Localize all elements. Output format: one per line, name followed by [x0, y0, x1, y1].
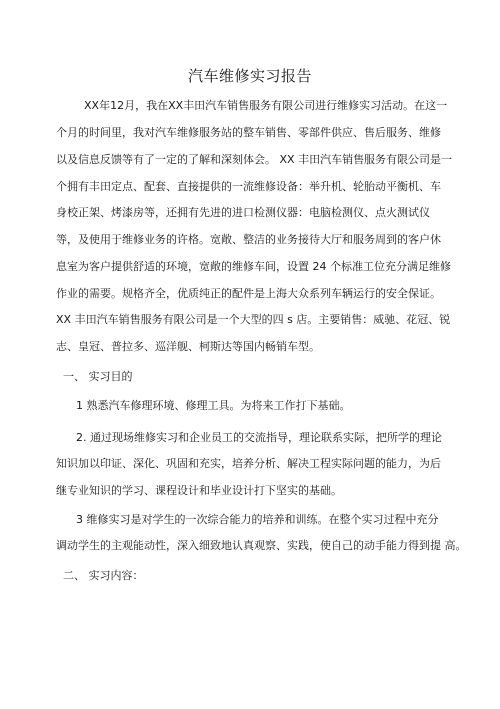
paragraph-line: 等，及使用于维修业务的许格。宽敞、整洁的业务接待大厅和服务周到的客户休 [56, 233, 441, 246]
purpose-item: 继专业知识的学习、课程设计和毕业设计打下坚实的基础。 [56, 484, 342, 497]
purpose-item: 3 维修实习是对学生的一次综合能力的培养和训练。在整个实习过程中充分 [76, 513, 439, 526]
document-title: 汽车维修实习报告 [187, 67, 312, 85]
purpose-item: 调动学生的主观能动性，深入细致地认真观察、实践，使自己的动手能力得到提 高。 [56, 539, 467, 552]
paragraph-line: 志、皇冠、普拉多、巡洋舰、柯斯达等国内畅销车型。 [56, 340, 320, 353]
paragraph-line: XX年12月，我在XX丰田汽车销售服务有限公司进行维修实习活动。在这一 [84, 99, 448, 112]
paragraph-line: 身校正架、烤漆房等，还拥有先进的进口检测仪器：电脑检测仪、点火测试仪 [56, 206, 430, 219]
purpose-item: 2. 通过现场维修实习和企业员工的交流指导，理论联系实际，把所学的理论 [76, 431, 442, 444]
paragraph-line: 息室为客户提供舒适的环境，宽敞的维修车间，设置 24 个标准工位充分满足维修 [56, 260, 451, 273]
section-heading: 一、 实习目的 [63, 370, 133, 383]
paragraph-line: 个月的时间里，我对汽车维修服务站的整车销售、零部件供应、售后服务、维修 [56, 126, 441, 139]
paragraph-line: XX 丰田汽车销售服务有限公司是一个大型的四 s 店。主要销售：威驰、花冠、锐 [56, 313, 451, 326]
section-heading: 二、 实习内容： [63, 569, 144, 582]
purpose-item: 1 熟悉汽车修理环境、修理工具。为将来工作打下基础。 [76, 399, 351, 412]
paragraph-line: 个拥有丰田定点、配套、直接提供的一流维修设备：举升机、轮胎动平衡机、车 [56, 180, 441, 193]
paragraph-line: 以及信息反馈等有了一定的了解和深刻体会。 XX 丰田汽车销售服务有限公司是一 [56, 153, 453, 166]
paragraph-line: 作业的需要。规格齐全，优质纯正的配件是上海大众系列车辆运行的安全保证。 [56, 287, 441, 300]
purpose-item: 知识加以印证、深化、巩固和充实，培养分析、解决工程实际问题的能力，为后 [56, 457, 441, 470]
